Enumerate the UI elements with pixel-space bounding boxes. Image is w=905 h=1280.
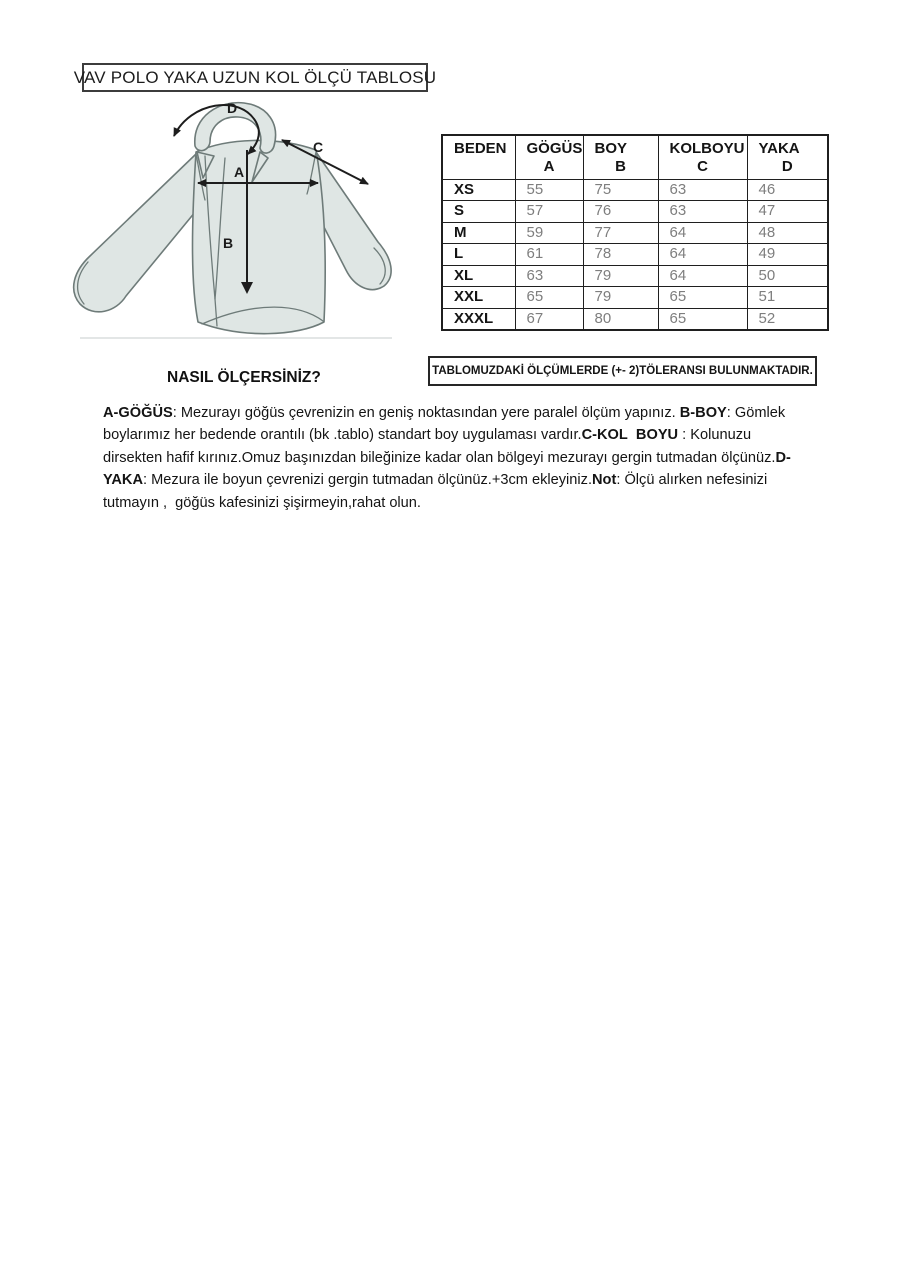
label-b: B xyxy=(223,235,234,251)
how-to-paragraph xyxy=(103,402,805,514)
table-row xyxy=(442,308,828,330)
value-cell: 63 xyxy=(658,179,747,201)
paragraph-segment: : Gömlek boylarımız her bedende orantılı (bk .tablo) standart boy uygulaması vardır. xyxy=(103,405,786,444)
paragraph-segment: : Mezura ile boyun çevrenizi gergin tutmadan ölçünüz.+3cm ekleyiniz. xyxy=(143,472,593,489)
table-row xyxy=(442,265,828,287)
value-cell: 65 xyxy=(658,287,747,309)
value-cell: 79 xyxy=(583,265,658,287)
header-cell-yaka: YAKA D xyxy=(747,135,828,179)
how-to-measure-heading: NASIL ÖLÇERSİNİZ? xyxy=(167,369,321,386)
header-cell-kolboyu: KOLBOYU C xyxy=(658,135,747,179)
value-cell: 48 xyxy=(747,222,828,244)
size-cell: XL xyxy=(442,265,515,287)
tolerance-note-box xyxy=(428,356,817,386)
value-cell: 65 xyxy=(658,308,747,330)
size-cell: S xyxy=(442,201,515,223)
value-cell: 52 xyxy=(747,308,828,330)
value-cell: 80 xyxy=(583,308,658,330)
paragraph-segment: C-KOL BOYU xyxy=(581,427,679,444)
title-box xyxy=(73,63,437,92)
table-row xyxy=(442,244,828,266)
value-cell: 64 xyxy=(658,244,747,266)
value-cell: 51 xyxy=(747,287,828,309)
value-cell: 77 xyxy=(583,222,658,244)
table-row xyxy=(442,287,828,309)
header-cell-gogus: GÖGÜS A xyxy=(515,135,583,179)
label-c: C xyxy=(313,139,324,155)
tolerance-note: TABLOMUZDAKİ ÖLÇÜMLERDE (+- 2)TÖLERANSI BULUNMAKTADIR. xyxy=(432,365,813,377)
table-row xyxy=(442,201,828,223)
value-cell: 78 xyxy=(583,244,658,266)
shirt-measurement-diagram xyxy=(62,96,392,341)
value-cell: 63 xyxy=(658,201,747,223)
value-cell: 64 xyxy=(658,222,747,244)
shirt-left-sleeve xyxy=(74,154,205,312)
table-row xyxy=(442,222,828,244)
size-cell: XXXL xyxy=(442,308,515,330)
table-header-row xyxy=(442,135,828,179)
paragraph-segment: : Ölçü alırken nefesinizi tutmayın , göğüs kafesinizi şişirmeyin,rahat olun. xyxy=(103,472,768,511)
size-cell: L xyxy=(442,244,515,266)
value-cell: 64 xyxy=(658,265,747,287)
label-a: A xyxy=(234,164,245,180)
paragraph-segment: B-BOY xyxy=(679,405,727,421)
value-cell: 67 xyxy=(515,308,583,330)
header-cell-boy: BOY B xyxy=(583,135,658,179)
value-cell: 59 xyxy=(515,222,583,244)
label-d: D xyxy=(227,100,238,116)
value-cell: 75 xyxy=(583,179,658,201)
value-cell: 65 xyxy=(515,287,583,309)
size-table xyxy=(441,134,829,331)
value-cell: 50 xyxy=(747,265,828,287)
value-cell: 61 xyxy=(515,244,583,266)
size-cell: M xyxy=(442,222,515,244)
size-cell: XS xyxy=(442,179,515,201)
paragraph-segment: : Kolunuzu dirsekten hafif kırınız.Omuz başınızdan bileğinize kadar olan bölgeyi mezurayı gergin tutmadan ölçünüz. xyxy=(103,427,776,466)
value-cell: 76 xyxy=(583,201,658,223)
value-cell: 49 xyxy=(747,244,828,266)
value-cell: 47 xyxy=(747,201,828,223)
value-cell: 57 xyxy=(515,201,583,223)
paragraph-segment: D-YAKA xyxy=(103,449,791,489)
table-row xyxy=(442,179,828,201)
paragraph-segment: A-GÖĞÜS xyxy=(103,405,173,421)
size-cell: XXL xyxy=(442,287,515,309)
value-cell: 55 xyxy=(515,179,583,201)
value-cell: 63 xyxy=(515,265,583,287)
paragraph-segment: Not xyxy=(592,472,617,489)
paragraph-segment: : Mezurayı göğüs çevrenizin en geniş noktasından yere paralel ölçüm yapınız. xyxy=(172,405,680,421)
value-cell: 79 xyxy=(583,287,658,309)
header-cell-beden: BEDEN xyxy=(442,135,515,179)
page-title: VAV POLO YAKA UZUN KOL ÖLÇÜ TABLOSU xyxy=(73,67,437,87)
shirt-outline xyxy=(74,103,391,334)
value-cell: 46 xyxy=(747,179,828,201)
